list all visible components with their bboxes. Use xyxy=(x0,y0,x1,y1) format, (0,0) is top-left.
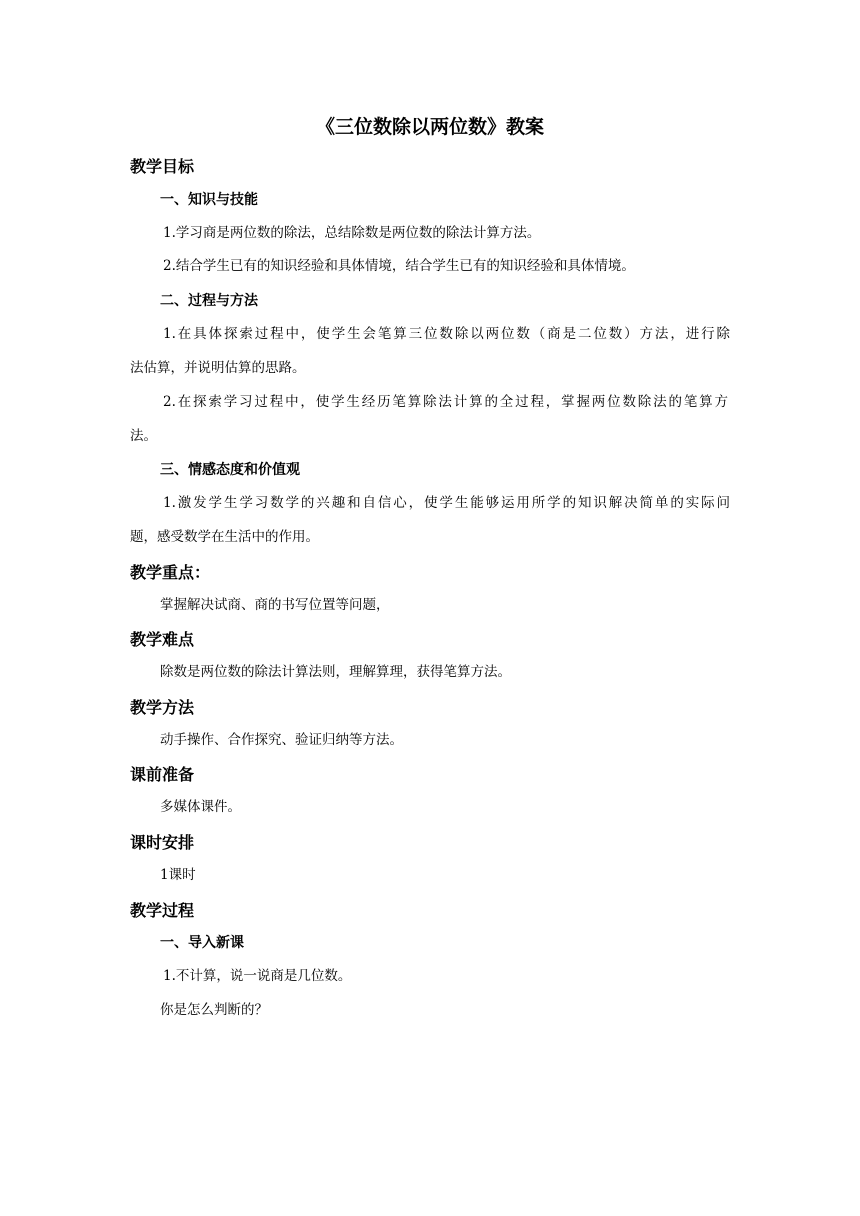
emotion-values-heading: 三、情感态度和价值观 xyxy=(160,462,300,478)
key-points-heading: 教学重点： xyxy=(130,563,211,582)
process-item-2-line-1: 2.在探索学习过程中，使学生经历笔算除法计算的全过程，掌握两位数除法的笔算方 xyxy=(163,394,728,410)
knowledge-skills-heading: 一、知识与技能 xyxy=(160,192,258,208)
intro-question: 你是怎么判断的？ xyxy=(160,1002,268,1018)
schedule-text: 1课时 xyxy=(160,867,196,883)
procedure-heading: 教学过程 xyxy=(130,901,195,920)
emotion-item-1-line-1: 1.激发学生学习数学的兴趣和自信心，使学生能够运用所学的知识解决简单的实际问 xyxy=(163,495,730,511)
preparation-text: 多媒体课件。 xyxy=(160,799,241,815)
process-methods-heading: 二、过程与方法 xyxy=(160,293,258,309)
objectives-heading: 教学目标 xyxy=(130,157,195,176)
intro-heading: 一、导入新课 xyxy=(160,935,244,951)
preparation-heading: 课前准备 xyxy=(130,765,195,784)
knowledge-item-2: 2.结合学生已有的知识经验和具体情境，结合学生已有的知识经验和具体情境。 xyxy=(163,258,635,274)
knowledge-item-1: 1.学习商是两位数的除法，总结除数是两位数的除法计算方法。 xyxy=(163,225,541,241)
schedule-heading: 课时安排 xyxy=(130,833,195,852)
document-title: 《三位数除以两位数》教案 xyxy=(315,116,544,138)
key-points-text: 掌握解决试商、商的书写位置等问题， xyxy=(160,597,390,613)
process-item-2-line-2: 法。 xyxy=(130,428,157,444)
methods-text: 动手操作、合作探究、验证归纳等方法。 xyxy=(160,732,403,748)
methods-heading: 教学方法 xyxy=(130,698,195,717)
difficulties-heading: 教学难点 xyxy=(130,630,195,649)
process-item-1-line-1: 1.在具体探索过程中，使学生会笔算三位数除以两位数（商是二位数）方法，进行除 xyxy=(163,326,730,342)
process-item-1-line-2: 法估算，并说明估算的思路。 xyxy=(130,360,306,376)
emotion-item-1-line-2: 题，感受数学在生活中的作用。 xyxy=(130,529,319,545)
intro-item-1: 1.不计算，说一说商是几位数。 xyxy=(163,968,352,984)
difficulties-text: 除数是两位数的除法计算法则，理解算理，获得笔算方法。 xyxy=(160,664,511,680)
